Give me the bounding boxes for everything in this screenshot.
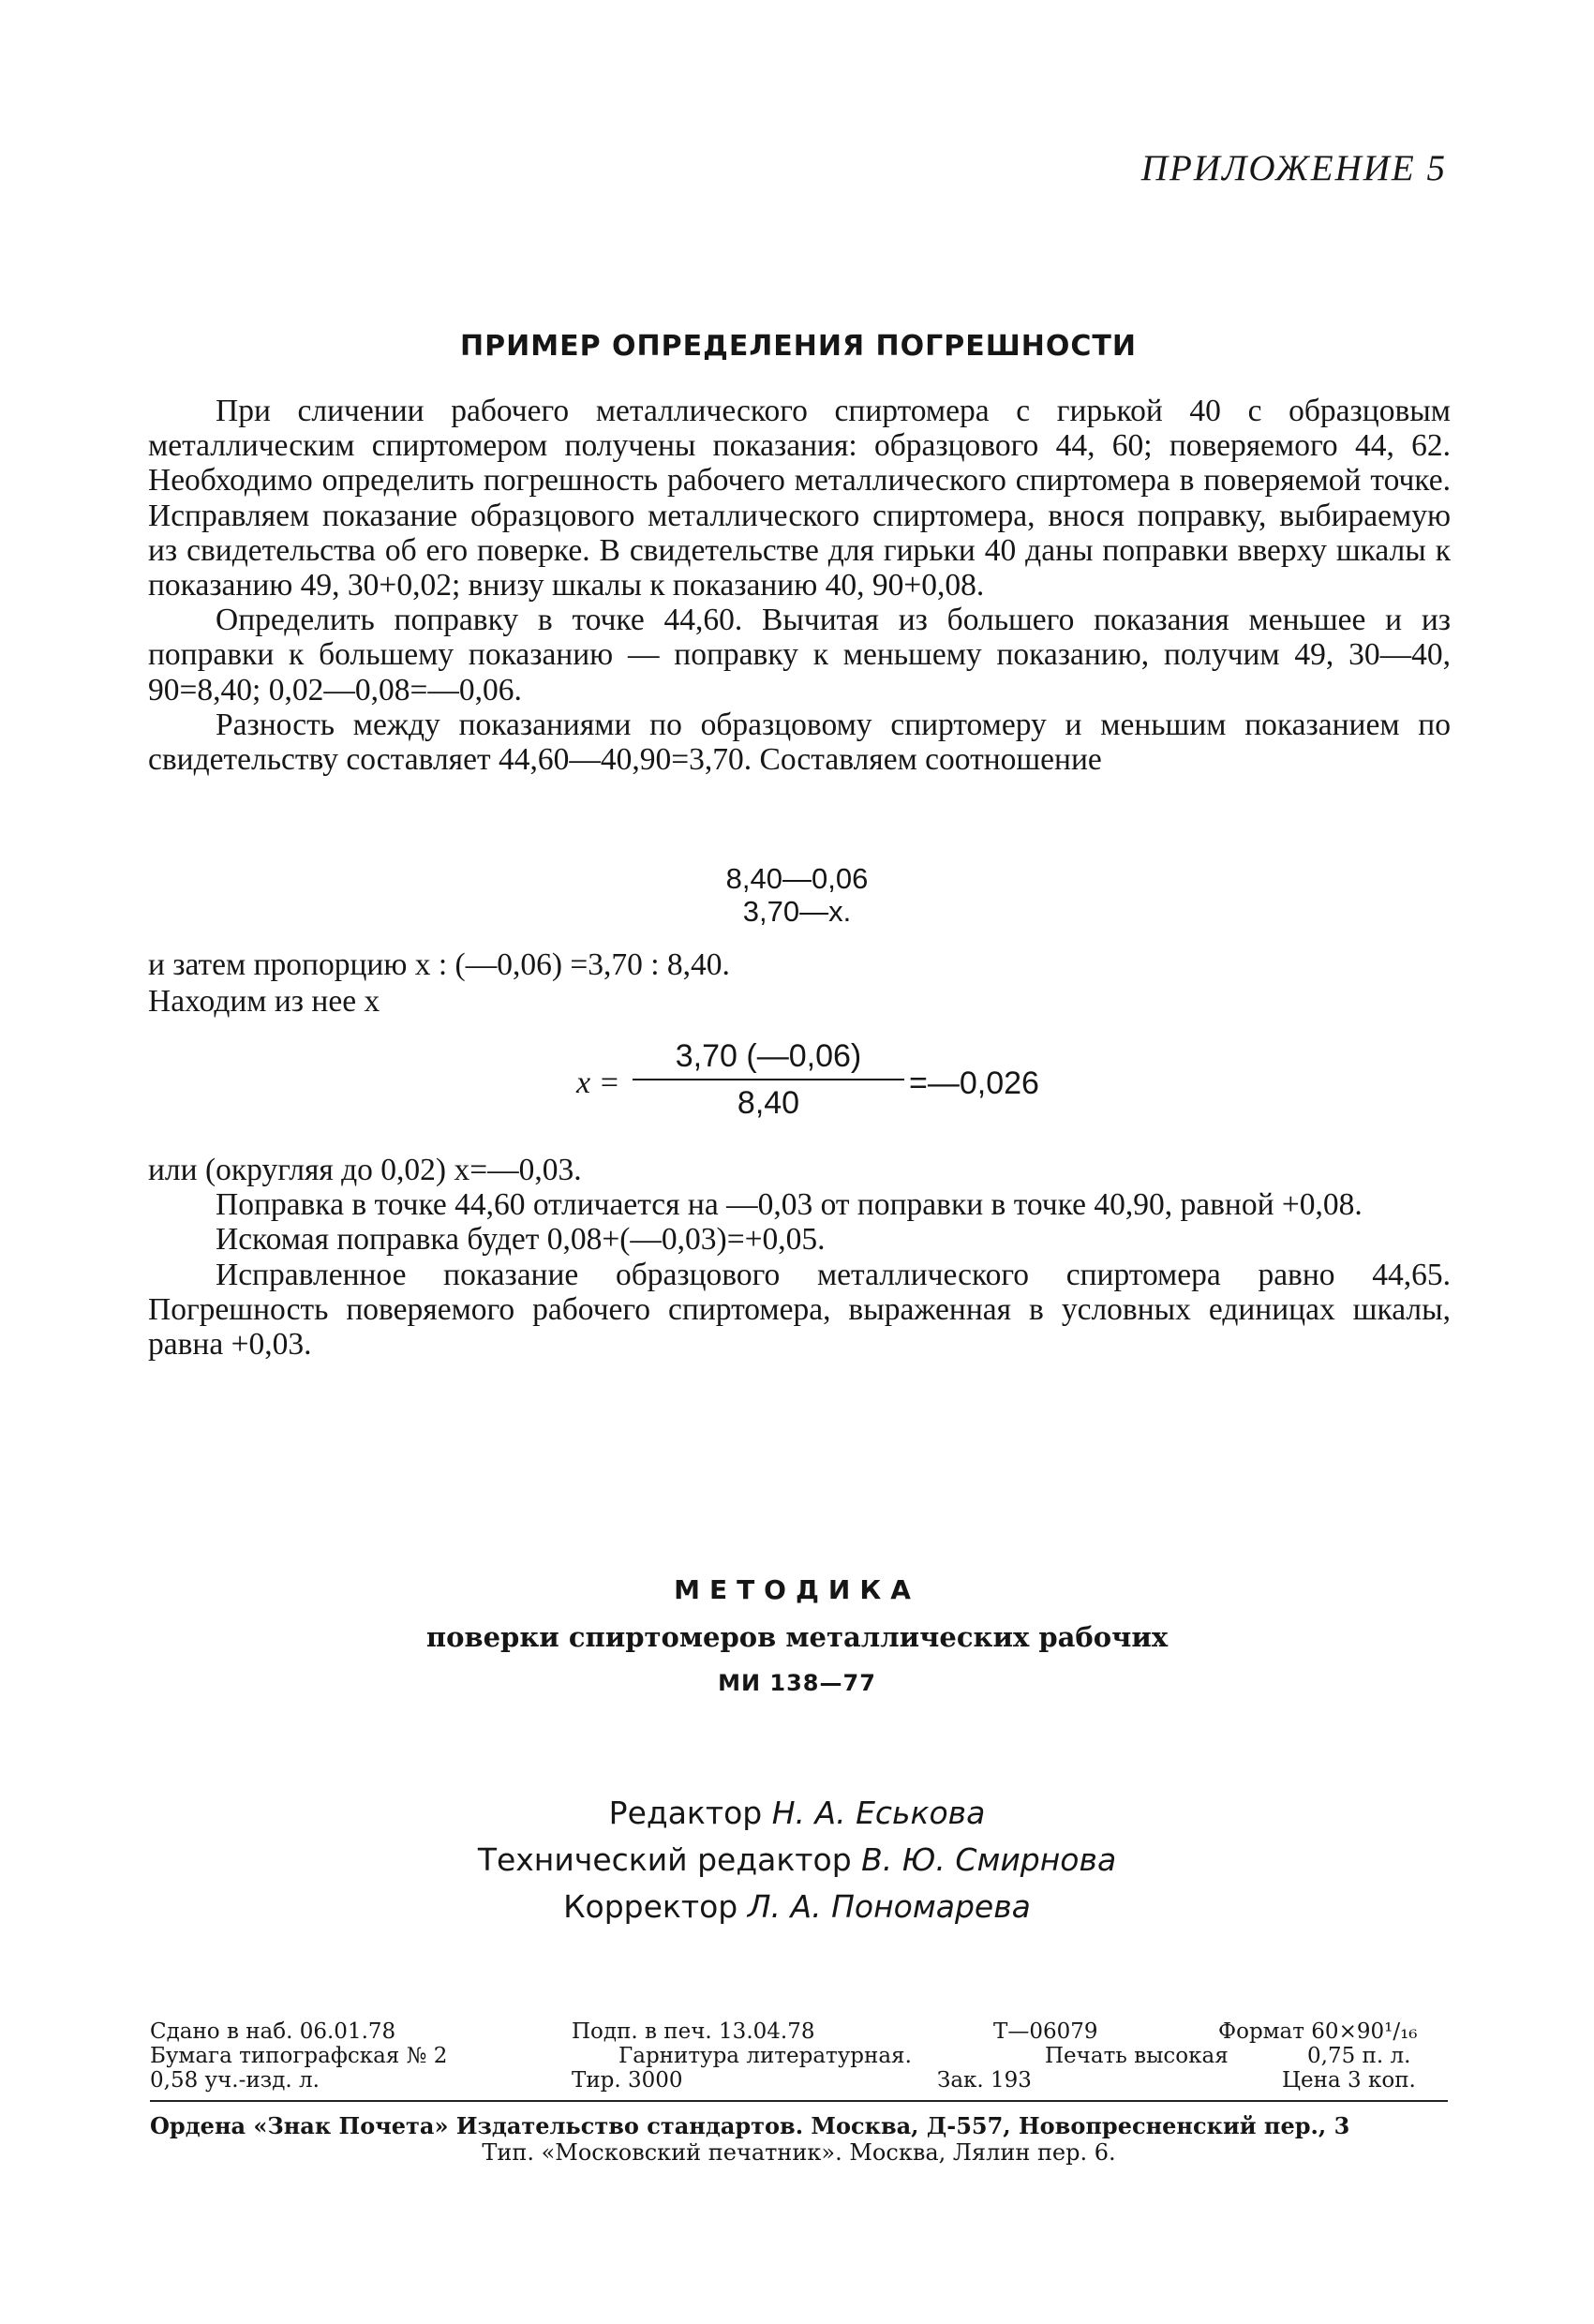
body-text-bottom: [148, 1153, 1451, 1362]
imprint-cell: Тир. 3000: [572, 2068, 683, 2093]
paragraph: При сличении рабочего металлического спиртомера с гирькой 40 с образцовым металлическим спиртомером получены показания: образцового 44, 60; поверяемого 44, 62. Необходимо определить погрешность рабочего металлического спиртомера в поверяемой точке. Исправляем показание образцового металлического спиртомера, внося поправку, выбираемую из свидетельства об его поверке. В свидетельстве для гирьки 40 даны поправки вверху шкалы к показанию 49, 30+0,02; внизу шкалы к показанию 40, 90+0,08.: [148, 394, 1451, 603]
formula-denominator: 8,40: [737, 1085, 800, 1121]
imprint-cell: Формат 60×90¹/₁₆: [1218, 2019, 1418, 2044]
formula-fraction: [642, 1035, 895, 1122]
formula-result: =—0,026: [909, 1065, 1039, 1101]
imprint-cell: Гарнитура литературная.: [618, 2044, 912, 2068]
imprint-cell: 0,58 уч.-изд. л.: [150, 2068, 320, 2093]
paragraph: Поправка в точке 44,60 отличается на —0,03 от поправки в точке 40,90, равной +0,08.: [216, 1187, 1363, 1223]
credit-line: [0, 1790, 1594, 1837]
credit-role: Технический редактор: [477, 1841, 852, 1878]
publisher-line: Ордена «Знак Почета» Издательство стандартов. Москва, Д-557, Новопресненский пер., 3: [150, 2112, 1350, 2139]
divider-line: [150, 2100, 1448, 2102]
imprint-row: [150, 2044, 1448, 2068]
paragraph: Искомая поправка будет 0,08+(—0,03)=+0,05.: [216, 1222, 826, 1258]
formula-lhs: x =: [576, 1065, 620, 1100]
printer-line: Тип. «Московский печатник». Москва, Лялин пер. 6.: [482, 2139, 1116, 2166]
formula: [576, 1035, 1101, 1139]
imprint-cell: Сдано в наб. 06.01.78: [150, 2019, 396, 2044]
body-text-top: [148, 394, 1451, 777]
credit-line: [0, 1884, 1594, 1930]
section-heading: ПРИМЕР ОПРЕДЕЛЕНИЯ ПОГРЕШНОСТИ: [460, 330, 1137, 363]
find-line: Находим из нее x: [148, 984, 380, 1019]
imprint-row: [150, 2068, 1448, 2093]
method-code: МИ 138—77: [718, 1670, 876, 1696]
paragraph: Разность между показаниями по образцовому спиртомеру и меньшим показанием по свидетельству составляет 44,60—40,90=3,70. Составляем соотношение: [148, 707, 1451, 778]
imprint-cell: Бумага типографская № 2: [150, 2044, 448, 2068]
credits: [0, 1790, 1594, 1930]
credit-person: В. Ю. Смирнова: [861, 1841, 1117, 1878]
ratio-line: 8,40—0,06: [725, 862, 869, 895]
proportion-line: и затем пропорцию x : (—0,06) =3,70 : 8,40.: [148, 947, 730, 982]
paragraph: или (округляя до 0,02) x=—0,03.: [148, 1153, 582, 1187]
imprint: [150, 2019, 1448, 2093]
credit-role: Редактор: [608, 1795, 763, 1831]
fraction-bar: [633, 1079, 904, 1080]
method-subtitle: поверки спиртомеров металлических рабочих: [425, 1621, 1169, 1653]
imprint-cell: 0,75 п. л.: [1307, 2044, 1411, 2068]
credit-person: Н. А. Еськова: [771, 1795, 986, 1831]
imprint-cell: Зак. 193: [937, 2068, 1032, 2093]
paragraph: Исправленное показание образцового металлического спиртомера равно 44,65. Погрешность поверяемого рабочего спиртомера, выраженная в условных единицах шкалы, равна +0,03.: [148, 1257, 1451, 1363]
formula-numerator: 3,70 (—0,06): [675, 1038, 862, 1074]
ratio-line: 3,70—x.: [742, 895, 852, 928]
credit-person: Л. А. Пономарева: [747, 1888, 1031, 1925]
imprint-cell: Т—06079: [993, 2019, 1098, 2044]
method-title: МЕТОДИКА: [674, 1574, 920, 1605]
credit-role: Корректор: [563, 1888, 738, 1925]
imprint-cell: Цена 3 коп.: [1282, 2068, 1416, 2093]
imprint-row: [150, 2019, 1448, 2044]
paragraph: Определить поправку в точке 44,60. Вычитая из большего показания меньшее и из поправки к большему показанию — поправку к меньшему показанию, получим 49, 30—40, 90=8,40; 0,02—0,08=—0,06.: [148, 603, 1451, 708]
appendix-label: ПРИЛОЖЕНИЕ 5: [1140, 148, 1447, 188]
ratio-block: [0, 862, 1594, 928]
publisher-info: [150, 2113, 1448, 2166]
imprint-cell: Печать высокая: [1045, 2044, 1229, 2068]
imprint-cell: Подп. в печ. 13.04.78: [572, 2019, 815, 2044]
credit-line: [0, 1837, 1594, 1884]
